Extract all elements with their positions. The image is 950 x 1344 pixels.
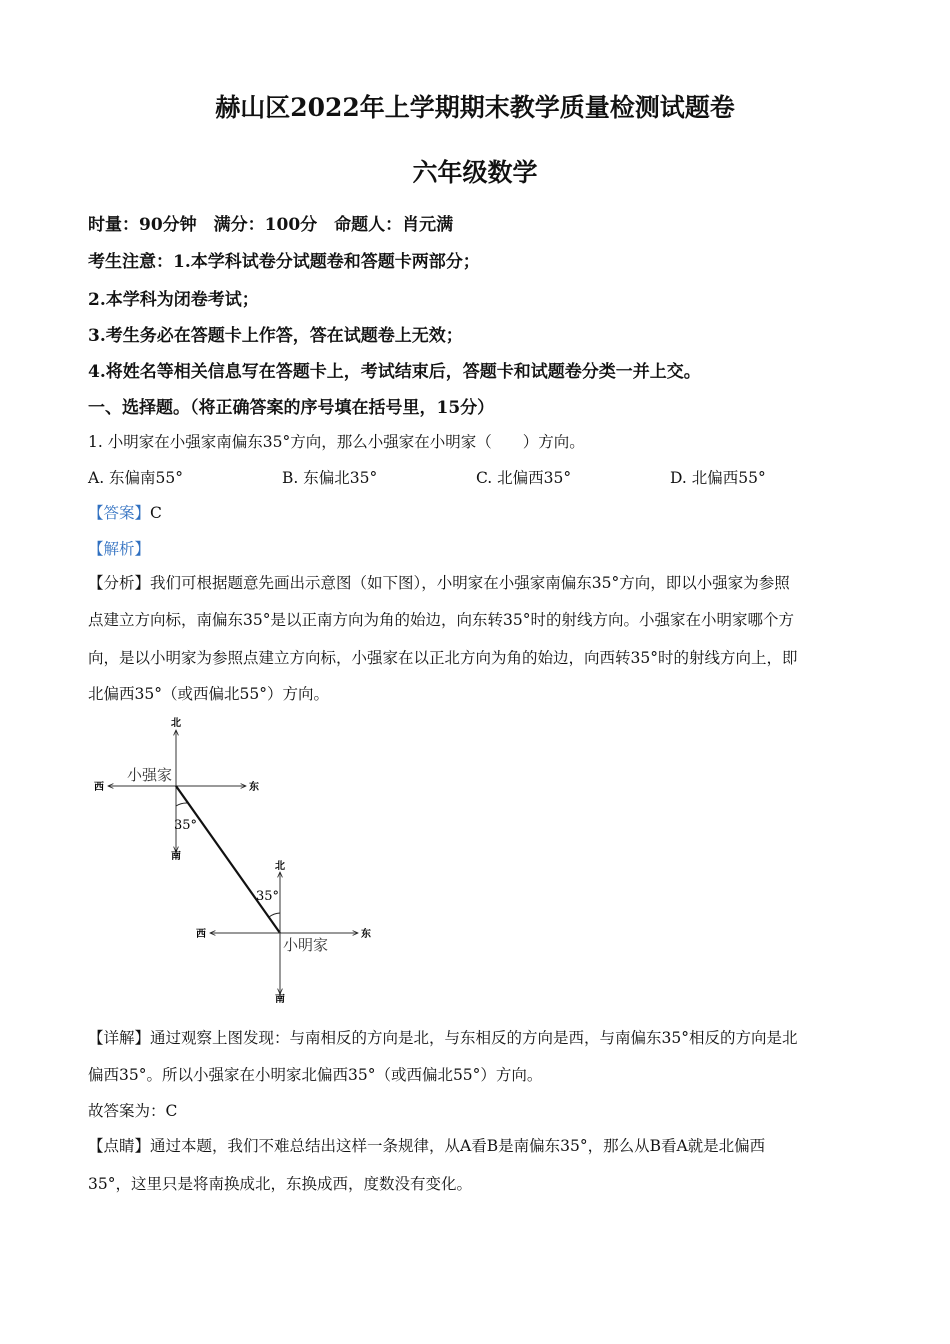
- analysis-label: 【分析】: [88, 574, 151, 592]
- comment-line-2: 35°，这里只是将南换成北，东换成西，度数没有变化。: [88, 1175, 472, 1193]
- point-b-label: 小明家: [283, 936, 329, 954]
- angle-a-arc: [176, 803, 187, 806]
- compass-a-north: 北: [171, 718, 181, 729]
- option-b: B. 东偏北35°: [282, 469, 378, 487]
- answer-value: C: [150, 504, 162, 522]
- detail-label: 【详解】: [88, 1029, 151, 1047]
- detail-line-1: 【详解】通过观察上图发现：与南相反的方向是北，与东相反的方向是西，与南偏东35°相反的方向是北: [88, 1029, 798, 1047]
- compass-b-north: 北: [275, 861, 285, 872]
- comment-label: 【点睛】: [88, 1137, 151, 1155]
- detail-line-2: 偏西35°。所以小强家在小明家北偏西35°（或西偏北55°）方向。: [88, 1066, 543, 1084]
- option-a: A. 东偏南55°: [88, 469, 184, 487]
- notice-1: 考生注意：1.本学科试卷分试题卷和答题卡两部分；: [88, 252, 480, 272]
- compass-a-west: 西: [94, 782, 104, 793]
- detail-conclusion: 故答案为：C: [88, 1102, 178, 1120]
- exam-meta: 时量：90分钟 满分：100分 命题人：肖元满: [88, 215, 454, 235]
- point-a-label: 小强家: [127, 766, 173, 784]
- direction-diagram: [80, 712, 380, 1012]
- angle-b-label: 35°: [256, 889, 280, 904]
- analysis-line-2: 点建立方向标，南偏东35°是以正南方向为角的始边，向东转35°时的射线方向。小强家在小明家哪个方: [88, 611, 794, 629]
- compass-b-south: 南: [275, 994, 285, 1005]
- analysis-line-3: 向，是以小明家为参照点建立方向标，小强家在以正北方向为角的始边，向西转35°时的射线方向上，即: [88, 649, 798, 667]
- angle-b-arc: [269, 913, 280, 917]
- answer-line: [88, 501, 162, 523]
- compass-a-south: 南: [171, 851, 181, 862]
- question-stem: 1. 小明家在小强家南偏东35°方向，那么小强家在小明家（ ）方向。: [88, 433, 585, 451]
- connecting-line: [176, 786, 280, 933]
- option-c: C. 北偏西35°: [476, 469, 572, 487]
- notice-2: 2.本学科为闭卷考试；: [88, 290, 259, 310]
- compass-a-east: 东: [249, 782, 259, 793]
- section-heading: 一、选择题。（将正确答案的序号填在括号里，15分）: [88, 398, 495, 418]
- compass-b-east: 东: [361, 929, 371, 940]
- exam-subtitle: 六年级数学: [412, 158, 538, 187]
- analysis-line-4: 北偏西35°（或西偏北55°）方向。: [88, 685, 329, 703]
- answer-tag: 【答案】: [88, 504, 151, 522]
- compass-b-west: 西: [196, 929, 206, 940]
- notice-4: 4.将姓名等相关信息写在答题卡上，考试结束后，答题卡和试题卷分类一并上交。: [88, 362, 701, 382]
- exam-title: 赫山区2022年上学期期末教学质量检测试题卷: [215, 93, 735, 122]
- analysis-tag: 【解析】: [88, 540, 151, 558]
- notice-3: 3.考生务必在答题卡上作答，答在试题卷上无效；: [88, 326, 463, 346]
- comment-line-1: 【点睛】通过本题，我们不难总结出这样一条规律，从A看B是南偏东35°，那么从B看A就是北偏西: [88, 1137, 766, 1155]
- analysis-line-1: 【分析】我们可根据题意先画出示意图（如下图），小明家在小强家南偏东35°方向，即以小强家为参照: [88, 574, 790, 592]
- option-d: D. 北偏西55°: [670, 469, 766, 487]
- angle-a-label: 35°: [174, 818, 198, 833]
